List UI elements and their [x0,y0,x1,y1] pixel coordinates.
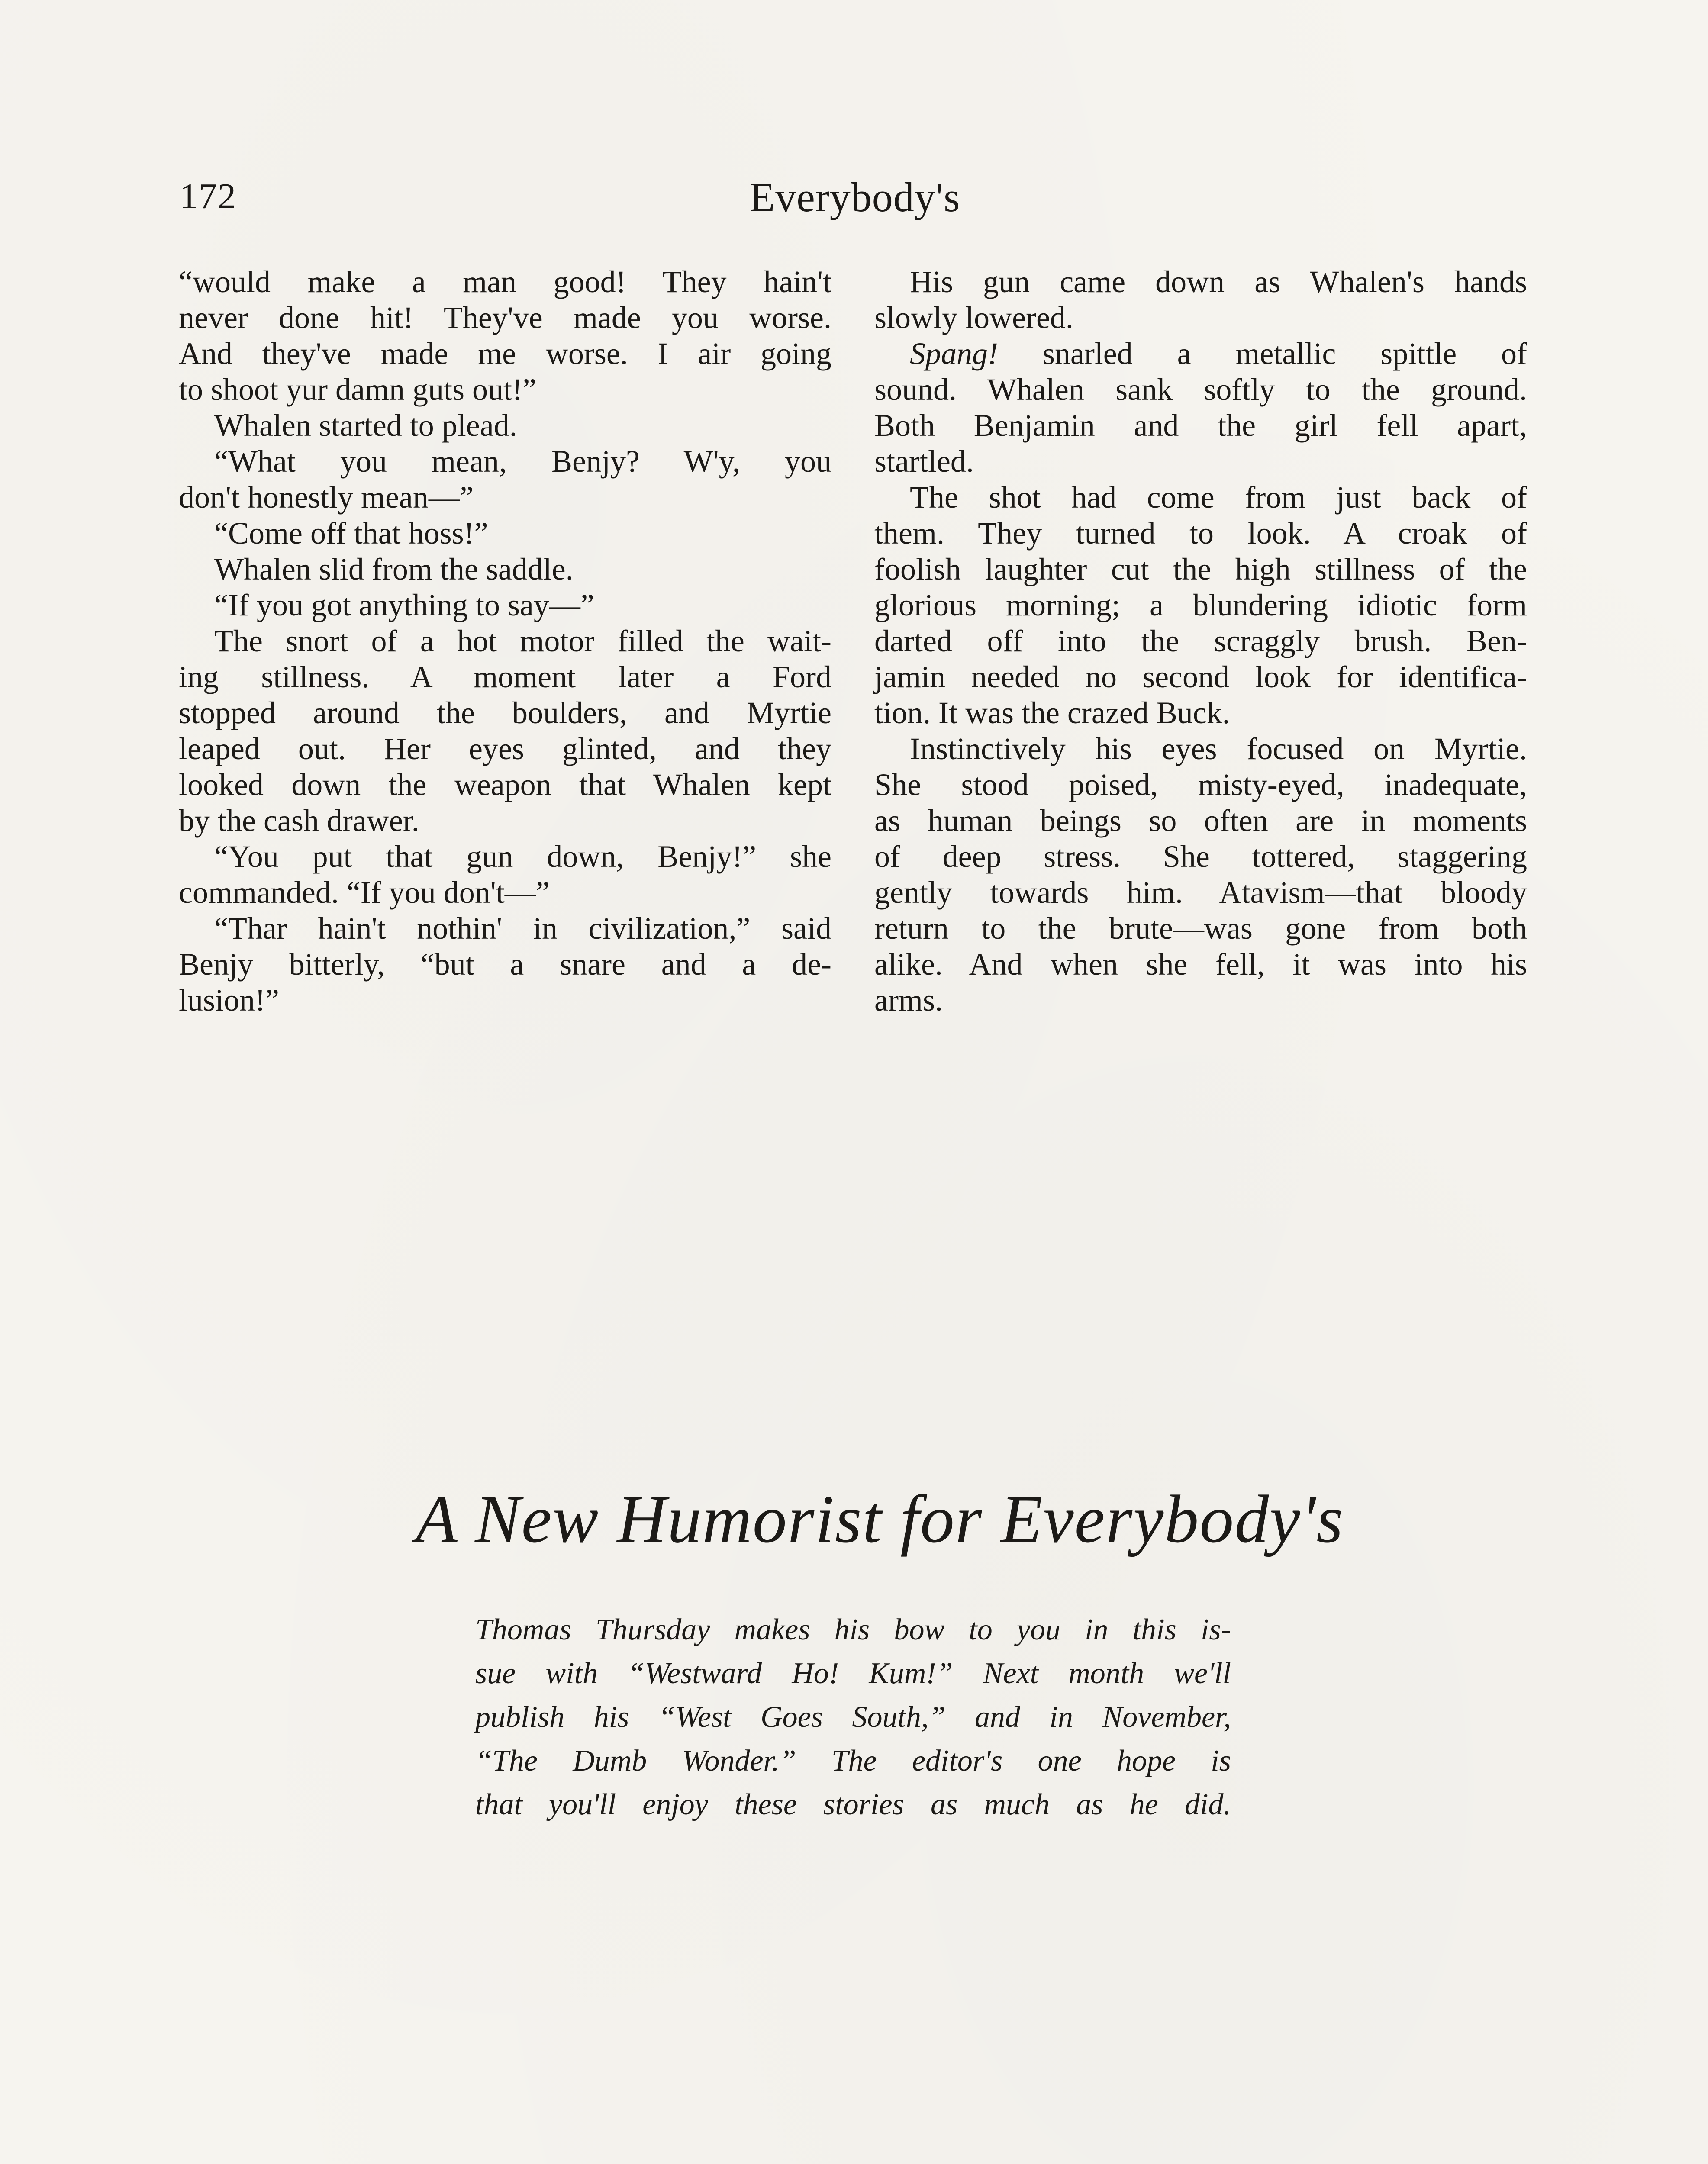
story-line: “Thar hain't nothin' in civilization,” said [214,911,831,946]
story-line: looked down the weapon that Whalen kept [179,767,831,802]
story-line: alike. And when she fell, it was into his [874,947,1527,982]
story-line: startled. [874,444,974,479]
story-line: Whalen started to plead. [214,408,517,443]
story-line: gently towards him. Atavism—that bloody [874,875,1527,910]
blurb-line: Thomas Thursday makes his bow to you in this is- [475,1613,1231,1646]
running-head: Everybody's [749,174,960,220]
story-line: foolish laughter cut the high stillness of the [874,552,1527,586]
story-line: “would make a man good! They hain't [179,264,831,299]
notice-headline: A New Humorist for Everybody's [416,1481,1344,1557]
story-line: slowly lowered. [874,300,1073,335]
story-line: ing stillness. A moment later a Ford [179,660,831,694]
blurb-line: “The Dumb Wonder.” The editor's one hope is [475,1744,1231,1778]
story-line: return to the brute—was gone from both [874,911,1527,946]
story-line: them. They turned to look. A croak of [874,516,1527,551]
story-line: leaped out. Her eyes glinted, and they [179,731,831,766]
story-line: as human beings so often are in moments [874,803,1527,838]
story-line: by the cash drawer. [179,803,419,838]
blurb-line: publish his “West Goes South,” and in November, [475,1700,1231,1734]
story-line: “You put that gun down, Benjy!” she [214,839,831,874]
story-line: Both Benjamin and the girl fell apart, [874,408,1527,443]
story-line: of deep stress. She tottered, staggering [874,839,1527,874]
story-line: jamin needed no second look for identifica- [874,660,1527,694]
notice-blurb [475,1608,1231,1826]
story-line: Benjy bitterly, “but a snare and a de- [179,947,831,982]
story-line: stopped around the boulders, and Myrtie [179,696,831,730]
story-line: The snort of a hot motor filled the wait- [214,624,831,658]
story-line: Spang! snarled a metallic spittle of [910,336,1527,371]
story-line: glorious morning; a blundering idiotic form [874,588,1527,622]
story-line: Instinctively his eyes focused on Myrtie. [910,731,1527,766]
story-line: Whalen slid from the saddle. [214,552,574,586]
story-line: “If you got anything to say—” [214,588,594,622]
story-line: arms. [874,983,943,1018]
blurb-line: sue with “Westward Ho! Kum!” Next month we'll [475,1657,1231,1690]
blurb-line: that you'll enjoy these stories as much as he did. [475,1788,1231,1821]
story-line: “Come off that hoss!” [214,516,488,551]
story-line: tion. It was the crazed Buck. [874,696,1230,730]
story-line: sound. Whalen sank softly to the ground. [874,372,1527,407]
story-line: She stood poised, misty-eyed, inadequate, [874,767,1527,802]
story-line: darted off into the scraggly brush. Ben- [874,624,1527,658]
story-line: to shoot yur damn guts out!” [179,372,536,407]
page-number: 172 [180,176,237,216]
story-line: His gun came down as Whalen's hands [910,264,1527,299]
story-line: “What you mean, Benjy? W'y, you [214,444,831,479]
story-column-right [874,264,1527,1018]
story-line: And they've made me worse. I air going [179,336,831,371]
story-line: don't honestly mean—” [179,480,474,515]
story-line: lusion!” [179,983,279,1018]
story-line: commanded. “If you don't—” [179,875,550,910]
story-column-left [179,264,831,1018]
story-line: never done hit! They've made you worse. [179,300,831,335]
emphasis-word: Spang! [910,336,998,371]
story-line: The shot had come from just back of [910,480,1527,515]
